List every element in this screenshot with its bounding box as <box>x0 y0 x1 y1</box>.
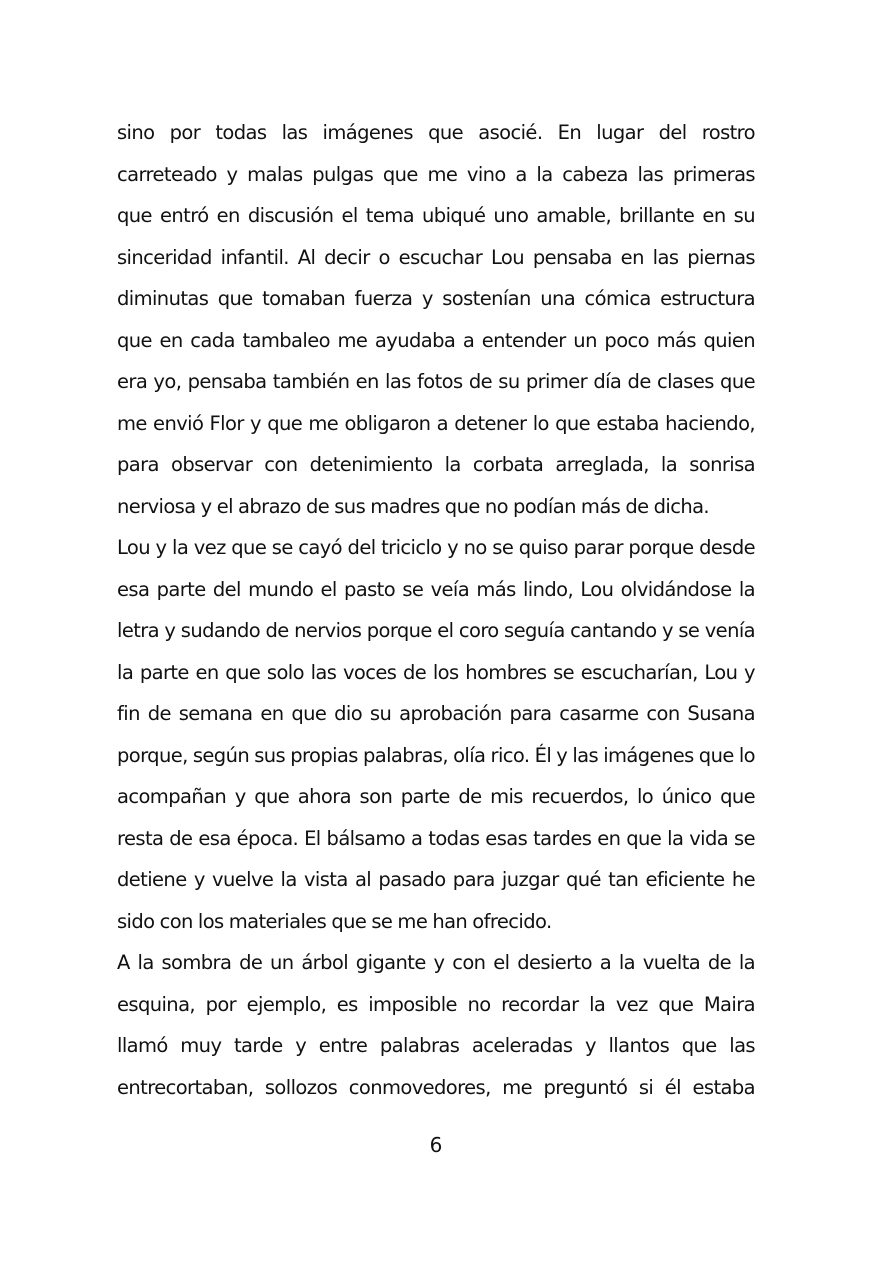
paragraph <box>117 527 755 942</box>
text-line: esquina, por ejemplo, es imposible no recordar la vez que Maira <box>117 992 755 1016</box>
text-line: porque, según sus propias palabras, olía rico. Él y las imágenes que lo <box>117 743 755 767</box>
text-line: carreteado y malas pulgas que me vino a la cabeza las primeras <box>117 162 755 186</box>
text-line: que en cada tambaleo me ayudaba a entender un poco más quien <box>117 328 755 352</box>
text-line: era yo, pensaba también en las fotos de su primer día de clases que <box>117 370 755 393</box>
text-line: detiene y vuelve la vista al pasado para juzgar qué tan eficiente he <box>117 868 755 891</box>
page-number: 6 <box>429 1133 443 1157</box>
text-line: entrecortaban, sollozos conmovedores, me preguntó si él estaba <box>117 1075 755 1099</box>
text-line: me envió Flor y que me obligaron a detener lo que estaba haciendo, <box>117 411 755 435</box>
text-line: Lou y la vez que se cayó del triciclo y no se quiso parar porque desde <box>117 536 755 559</box>
text-line: para observar con detenimiento la corbata arreglada, la sonrisa <box>117 453 755 476</box>
paragraph <box>117 112 755 527</box>
text-line: letra y sudando de nervios porque el coro seguía cantando y se venía <box>117 619 755 642</box>
text-line: diminutas que tomaban fuerza y sostenían una cómica estructura <box>117 287 755 310</box>
text-line: resta de esa época. El bálsamo a todas esas tardes en que la vida se <box>117 826 755 850</box>
text-line: fin de semana en que dio su aprobación para casarme con Susana <box>117 702 755 725</box>
body-text <box>117 112 755 1108</box>
text-line: sinceridad infantil. Al decir o escuchar Lou pensaba en las piernas <box>117 245 755 269</box>
paragraph <box>117 942 755 1108</box>
text-line: sido con los materiales que se me han ofrecido. <box>117 909 552 933</box>
text-line: la parte en que solo las voces de los hombres se escucharían, Lou y <box>117 660 755 684</box>
text-line: llamó muy tarde y entre palabras aceleradas y llantos que las <box>117 1034 755 1057</box>
text-line: esa parte del mundo el pasto se veía más lindo, Lou olvidándose la <box>117 577 755 601</box>
text-line: que entró en discusión el tema ubiqué uno amable, brillante en su <box>117 204 755 227</box>
text-line: sino por todas las imágenes que asocié. En lugar del rostro <box>117 121 755 144</box>
text-line: nerviosa y el abrazo de sus madres que no podían más de dicha. <box>117 494 710 518</box>
text-line: A la sombra de un árbol gigante y con el desierto a la vuelta de la <box>117 951 755 974</box>
text-line: acompañan y que ahora son parte de mis recuerdos, lo único que <box>117 785 755 808</box>
